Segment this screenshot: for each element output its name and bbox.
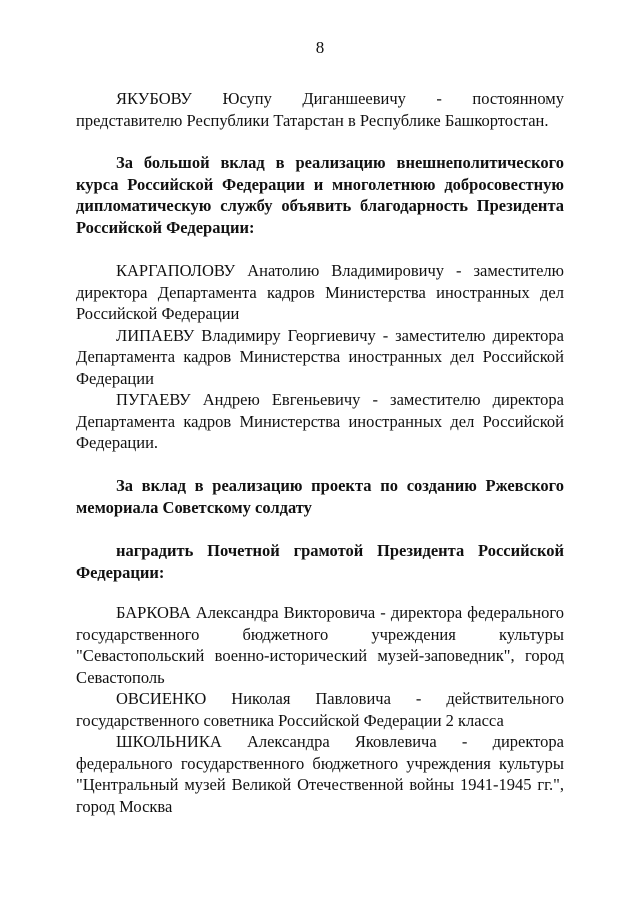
page-number: 8 xyxy=(315,38,325,57)
entry-yakubov xyxy=(76,88,564,131)
entry-barkov: БАРКОВА Александра Викторовича - директора федерального государственного бюджетного учреждения культуры "Севастопольский военно-исторический музей-заповедник", город Севастополь xyxy=(76,603,564,687)
section2-heading-block xyxy=(76,475,564,518)
section1-heading: За большой вклад в реализацию внешнеполитического курса Российской Федерации и многолетнюю добросовестную дипломатическую службу объявить благодарность Президента Российской Федерации: xyxy=(76,153,564,237)
entry-lipaev: ЛИПАЕВУ Владимиру Георгиевичу - заместителю директора Департамента кадров Министерства иностранных дел Российской Федерации xyxy=(76,325,564,388)
entry-ovsienko: ОВСИЕНКО Николая Павловича - действительного государственного советника Российской Федерации 2 класса xyxy=(76,689,564,730)
entry-pugaev: ПУГАЕВУ Андрею Евгеньевичу - заместителю директора Департамента кадров Министерства иностранных дел Российской Федерации. xyxy=(76,390,564,452)
section1-entries xyxy=(76,260,564,454)
entry-text: ЯКУБОВУ Юсупу Диганшеевичу - постоянному представителю Республики Татарстан в Республике Башкортостан. xyxy=(76,89,564,130)
section2-entries xyxy=(76,602,564,817)
section1-heading-block xyxy=(76,152,564,238)
entry-kargapolov: КАРГАПОЛОВУ Анатолию Владимировичу - заместителю директора Департамента кадров Министерства иностранных дел Российской Федерации xyxy=(76,261,564,323)
section2-action-block xyxy=(76,540,564,583)
section2-heading: За вклад в реализацию проекта по созданию Ржевского мемориала Советскому солдату xyxy=(76,476,564,517)
entry-shkolnik: ШКОЛЬНИКА Александра Яковлевича - директора федерального государственного бюджетного учреждения культуры "Центральный музей Великой Отечественной войны 1941-1945 гг.", город Москва xyxy=(76,732,564,816)
section2-action: наградить Почетной грамотой Президента Российской Федерации: xyxy=(76,541,564,582)
